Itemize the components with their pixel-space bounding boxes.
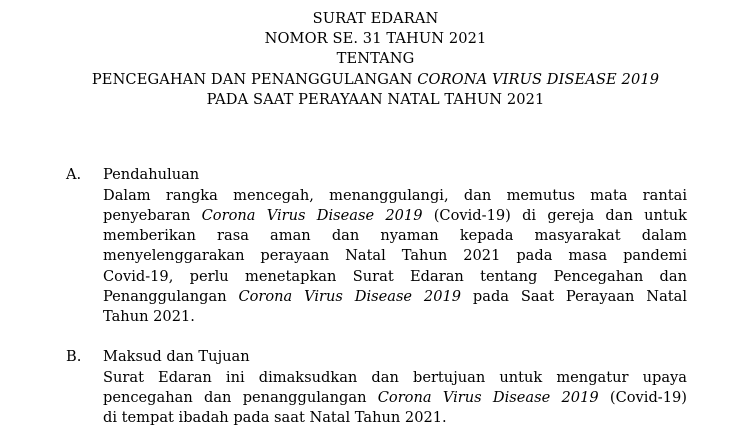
line-text: (Covid-19) di gereja dan untuk <box>422 206 687 224</box>
paragraph-line: memberikan rasa aman dan nyaman kepada masyarakat dalam <box>103 227 687 245</box>
header-subject-continued: PADA SAAT PERAYAAN NATAL TAHUN 2021 <box>206 90 545 108</box>
line-text: (Covid-19) <box>598 388 688 406</box>
paragraph-line: Dalam rangka mencegah, menanggulangi, dan memutus mata rantai <box>103 186 687 204</box>
section-title: Pendahuluan <box>103 166 200 183</box>
header-number: NOMOR SE. 31 TAHUN 2021 <box>264 30 487 48</box>
paragraph-line: Surat Edaran ini dimaksudkan dan bertujuan untuk mengatur upaya <box>103 368 687 386</box>
line-text: penyebaran <box>103 206 202 224</box>
line-text: pada Saat Perayaan Natal <box>461 287 687 305</box>
section-letter: A. <box>66 166 82 183</box>
line-text: pencegahan dan penanggulangan <box>103 388 378 406</box>
header-title: SURAT EDARAN <box>312 10 439 27</box>
section-title: Maksud dan Tujuan <box>103 348 250 365</box>
paragraph-line <box>103 287 687 307</box>
header-subject <box>0 70 751 90</box>
section-letter: B. <box>66 348 82 365</box>
header-subject-plain: PENCEGAHAN DAN PENANGGULANGAN <box>91 70 418 88</box>
paragraph-line: Tahun 2021. <box>103 308 195 326</box>
line-italic-text: Corona Virus Disease 2019 <box>377 388 599 406</box>
paragraph-line: menyelenggarakan perayaan Natal Tahun 2021 pada masa pandemi <box>103 247 687 265</box>
paragraph-line: Covid-19, perlu menetapkan Surat Edaran tentang Pencegahan dan <box>103 267 687 285</box>
paragraph-line <box>103 388 687 408</box>
header-subject-italic: CORONA VIRUS DISEASE 2019 <box>417 70 660 88</box>
section-body <box>103 186 687 328</box>
header-about: TENTANG <box>336 50 415 68</box>
section-body <box>103 368 687 429</box>
line-text: Penanggulangan <box>103 287 239 305</box>
paragraph-line <box>103 206 687 226</box>
line-italic-text: Corona Virus Disease 2019 <box>238 287 462 305</box>
document-header <box>0 9 751 110</box>
paragraph-line: di tempat ibadah pada saat Natal Tahun 2021. <box>103 409 447 427</box>
line-italic-text: Corona Virus Disease 2019 <box>201 206 423 224</box>
